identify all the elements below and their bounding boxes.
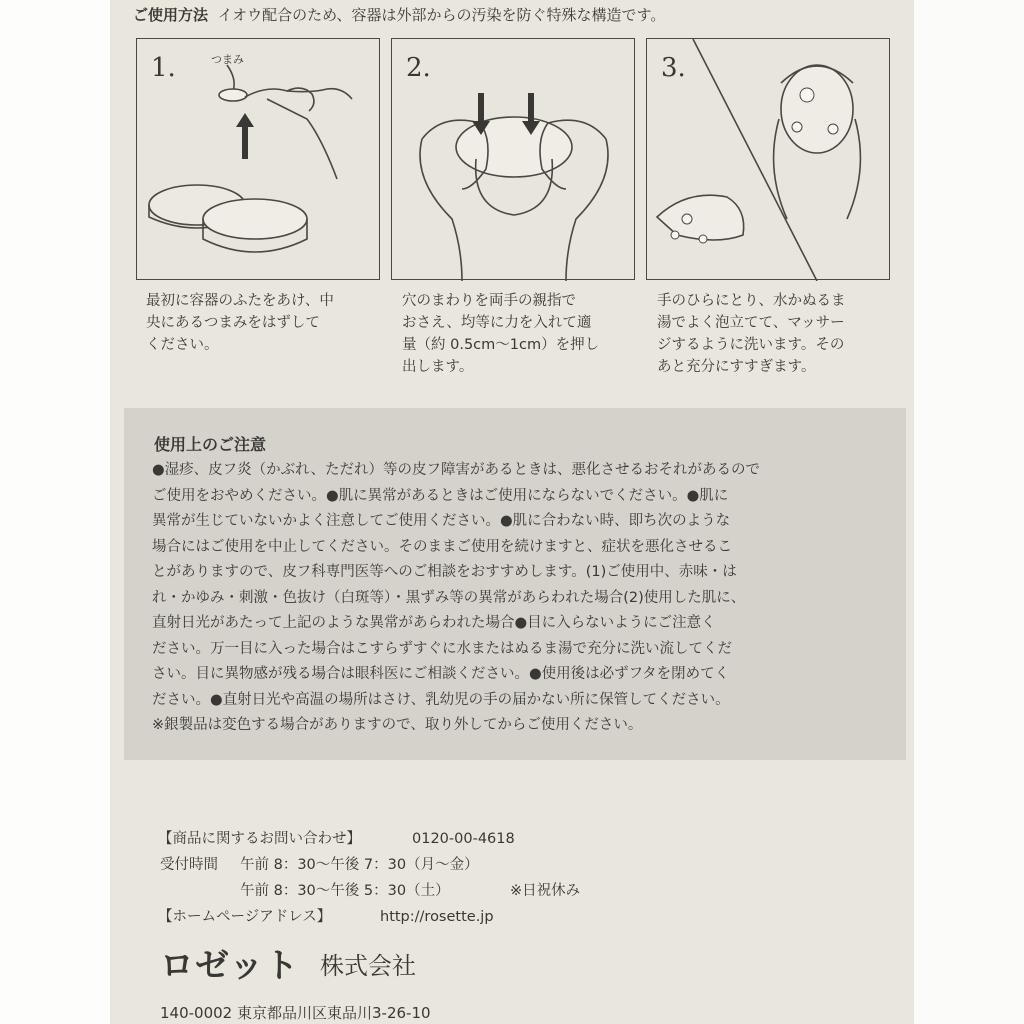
precautions-box [124, 408, 906, 760]
press-container-illustration [392, 39, 636, 281]
caption-line: ジするように洗います。その [657, 337, 845, 353]
background-right [914, 0, 1024, 1024]
caption-line: 最初に容器のふたをあけ、中 [146, 293, 334, 309]
lather-wash-illustration [647, 39, 891, 281]
usage-heading: ご使用方法 [133, 6, 209, 24]
precautions-title: 使用上のご注意 [154, 435, 267, 454]
precaution-line: れ・かゆみ・刺激・色抜け（白斑等）・黒ずみ等の異常があらわれた場合(2)使用した肌に、 [152, 589, 746, 606]
phone-number: 0120-00-4618 [412, 831, 515, 847]
company-address: 140-0002 東京都品川区東品川3-26-10 [160, 1004, 431, 1022]
precaution-line: ださい。●直射日光や高温の場所はさけ、乳幼児の手の届かない所に保管してください。 [152, 691, 730, 708]
hours-weekday: 午前 8：30〜午後 7：30（月〜金） [240, 857, 479, 873]
caption-line: 手のひらにとり、水かぬるま [657, 293, 846, 309]
caption-line: 量（約 0.5cm〜1cm）を押し [402, 337, 600, 353]
precaution-line: ご使用をおやめください。●肌に異常があるときはご使用にならないでください。●肌に [152, 487, 729, 504]
precaution-line: 場合にはご使用を中止してください。そのままご使用を続けますと、症状を悪化させるこ [152, 538, 732, 555]
caption-line: あと充分にすすぎます。 [657, 359, 816, 375]
step-1-caption [146, 290, 386, 356]
company-suffix: 株式会社 [320, 952, 416, 980]
usage-subtext: イオウ配合のため、容器は外部からの汚染を防ぐ特殊な構造です。 [217, 6, 666, 24]
hours-label: 受付時間 [160, 857, 218, 873]
precaution-line: 異常が生じていないかよく注意してご使用ください。●肌に合わない時、即ち次のような [152, 513, 731, 529]
step-2-number: 2. [406, 53, 431, 83]
precaution-line: とがありますので、皮フ科専門医等へのご相談をおすすめします。(1)ご使用中、赤味・は [152, 564, 737, 580]
step-3-panel [646, 38, 890, 280]
website-url: http://rosette.jp [380, 909, 494, 925]
caption-line: ください。 [146, 337, 219, 353]
step-2-panel [391, 38, 635, 280]
caption-line: 央にあるつまみをはずして [146, 315, 320, 331]
step-3-number: 3. [661, 53, 686, 83]
step-1-panel [136, 38, 380, 280]
precaution-line: ●湿疹、皮フ炎（かぶれ、ただれ）等の皮フ障害があるときは、悪化させるおそれがあるので [152, 462, 761, 478]
web-label: 【ホームページアドレス】 [158, 909, 332, 925]
step-1-number: 1. [151, 53, 176, 83]
inquiry-label: 【商品に関するお問い合わせ】 [158, 831, 361, 847]
precaution-line: さい。目に異物感が残る場合は眼科医にご相談ください。●使用後は必ずフタを閉めてく [152, 666, 730, 682]
caption-line: 湯でよく泡立てて、マッサー [657, 315, 845, 331]
holiday-note: ※日祝休み [510, 883, 581, 899]
step-3-caption [657, 290, 897, 378]
background-left [0, 0, 110, 1024]
precaution-line: 直射日光があたって上記のような異常があらわれた場合●目に入らないようにご注意く [152, 615, 716, 631]
caption-line: 穴のまわりを両手の親指で [402, 293, 576, 309]
precaution-line: ださい。万一目に入った場合はこすらずすぐに水またはぬるま湯で充分に洗い流してくだ [152, 640, 732, 657]
usage-header [133, 4, 665, 25]
knob-label: つまみ [211, 53, 244, 66]
precautions-text [152, 458, 760, 739]
caption-line: おさえ、均等に力を入れて適 [402, 315, 592, 331]
precaution-line: ※銀製品は変色する場合がありますので、取り外してからご使用ください。 [152, 717, 643, 733]
remove-knob-illustration [137, 39, 381, 281]
caption-line: 出します。 [402, 359, 474, 375]
hours-saturday: 午前 8：30〜午後 5：30（土） [240, 883, 450, 899]
step-2-caption [402, 290, 642, 378]
company-logo: ロゼット [160, 946, 300, 986]
